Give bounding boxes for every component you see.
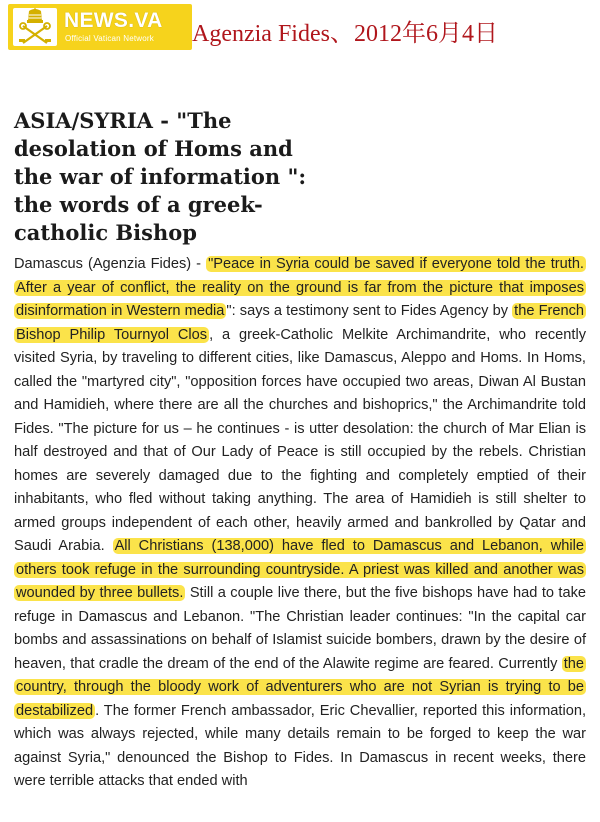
article-text: ": says a testimony sent to Fides Agency by	[226, 303, 513, 319]
article-body	[14, 253, 586, 794]
article-text: Damascus (Agenzia Fides) -	[14, 256, 207, 272]
agency-date-title: Agenzia Fides、2012年6月4日	[192, 21, 498, 47]
highlighted-text: the French Bishop Philip Tournyol Clos	[16, 303, 584, 343]
highlighted-text: the country, through the bloody work of adventurers who are not Syrian is trying to be destabilized	[16, 655, 584, 719]
logo-subtitle: Official Vatican Network	[65, 34, 154, 43]
article-text: Still a couple live there, but the five bishops have had to take refuge in Damascus and Lebanon. "The Christian leader continues: "In the capital car bombs and assassinations on behalf of Islamist suicide bombers, drawn by the desire of heaven, that cradle the dream of the end of the Alawite regime are feared. Currently	[14, 585, 586, 672]
logo-name: NEWS.VA	[64, 9, 163, 32]
page-header	[0, 0, 600, 62]
article-text: . The former French ambassador, Eric Chevallier, reported this information, which was always rejected, while many details remain to be forged to keep the war against Syria," denounced the Bishop to Fides. In Damascus in recent weeks, there were terrible attacks that ended with	[14, 702, 586, 789]
news-va-logo[interactable]	[8, 4, 192, 50]
article-headline: ASIA/SYRIA - "The desolation of Homs and the war of information ": the words of a greek-catholic Bishop	[14, 108, 307, 245]
highlighted-text: All Christians (138,000) have fled to Damascus and Lebanon, while others took refuge in the surrounding countryside. A priest was killed and another was wounded by three bullets.	[16, 538, 584, 601]
papal-keys-emblem-icon	[13, 8, 57, 46]
highlighted-text: "Peace in Syria could be saved if everyone told the truth. After a year of conflict, the reality on the ground is far from the picture that imposes disinformation in Western media	[16, 256, 584, 319]
article-text: , a greek-Catholic Melkite Archimandrite, who recently visited Syria, by traveling to different cities, like Damascus, Aleppo and Homs. In Homs, called the "martyred city", "opposition forces have occupied two areas, Diwan Al Bustan and Hamidieh, where there are all the churches and bishoprics," the Archimandrite told Fides. "The picture for us – he continues - is utter desolation: the church of Mar Elian is half destroyed and that of Our Lady of Peace is still occupied by the rebels. Christian homes are severely damaged due to the fighting and completely emptied of their inhabitants, who fled without taking anything. The area of Hamidieh is still shelter to armed groups independent of each other, heavily armed and bankrolled by Qatar and Saudi Arabia.	[14, 326, 586, 554]
